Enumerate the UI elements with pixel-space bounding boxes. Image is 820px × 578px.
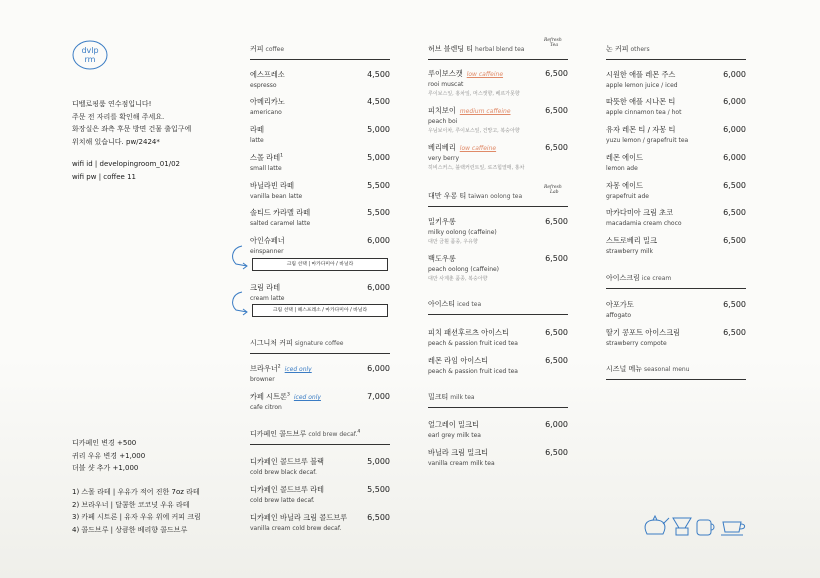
item-price: 6,500 xyxy=(545,217,568,226)
menu-item: 아포가토 affogato 6,500 xyxy=(606,300,746,319)
menu-item: 디카페인 바닐라 크림 콜드브루 vanilla cream cold brew decaf. 6,500 xyxy=(250,513,390,532)
extra-option: 디카페인 변경 +500 xyxy=(72,439,137,447)
item-price: 6,000 xyxy=(723,153,746,162)
wifi-pw: wifi pw | coffee 11 xyxy=(72,172,136,181)
note-ref: 2 xyxy=(277,364,281,370)
menu-item: 루이보스캣 low caffeine rooi muscat 루이보스잎, 홍차잎, 머스캣향, 베르가못향 6,500 xyxy=(428,69,568,97)
section-signature-title: 시그니처 커피 signature coffee xyxy=(250,338,390,354)
menu-item: 솔티드 카라멜 라떼 salted caramel latte 5,500 xyxy=(250,208,390,227)
item-price: 6,500 xyxy=(545,143,568,152)
item-price: 6,500 xyxy=(723,208,746,217)
menu-item: 디카페인 콜드브루 블랙 cold brew black decaf. 5,000 xyxy=(250,457,390,476)
wifi-info xyxy=(72,158,180,183)
item-price: 6,500 xyxy=(545,69,568,78)
menu-item: 라떼 latte 5,000 xyxy=(250,125,390,144)
menu-item: 마카다미아 크림 초코 macadamia cream choco 6,500 xyxy=(606,208,746,227)
menu-item: 밀키우롱 milky oolong (caffeine) 대만 금훤 품종, 우유향 6,500 xyxy=(428,217,568,245)
menu-item: 시원한 애플 레몬 주스 apple lemon juice / iced 6,000 xyxy=(606,70,746,89)
extra-option: 더블 샷 추가 +1,000 xyxy=(72,464,139,472)
section-icedtea-title: 아이스티 iced tea xyxy=(428,299,568,315)
item-price: 6,000 xyxy=(367,236,390,245)
section-decaf-title: 디카페인 콜드브루 cold brew decaf.$^4$ xyxy=(250,429,390,445)
menu-item: 자몽 에이드 grapefruit ade 6,500 xyxy=(606,181,746,200)
menu-item: 피치보이 medium caffeine peach boi 우님보이차, 루이보스잎, 건망고, 복숭아향 6,500 xyxy=(428,106,568,134)
menu-item: 스트로베리 밀크 strawberry milk 6,500 xyxy=(606,236,746,255)
item-price: 5,500 xyxy=(367,485,390,494)
menu-item: 바닐라빈 라떼 vanilla bean latte 5,500 xyxy=(250,181,390,200)
cream-option-box: 크림 선택 | 헤스프레소 / 마카다미아 / 바닐라 xyxy=(252,304,388,317)
section-icecream-title: 아이스크림 ice cream xyxy=(606,273,746,289)
curved-arrow-icon xyxy=(228,290,250,318)
french-press-icon xyxy=(697,520,714,535)
menu-item: 딸기 콩포트 아이스크림 strawberry compote 6,500 xyxy=(606,328,746,347)
item-price: 6,500 xyxy=(723,181,746,190)
menu-item: 유자 레몬 티 / 자몽 티 yuzu lemon / grapefruit tea 6,000 xyxy=(606,125,746,144)
extra-option: 귀리 우유 변경 +1,000 xyxy=(72,451,146,460)
item-price: 6,000 xyxy=(723,97,746,106)
notice-line: 디벨로핑룸 연수점입니다! xyxy=(72,100,152,108)
menu-item: 아인슈페너 einspanner 6,000 xyxy=(250,236,390,255)
item-price: 5,500 xyxy=(367,208,390,217)
menu-item: 아메리카노 americano 4,500 xyxy=(250,97,390,116)
item-price: 7,000 xyxy=(367,392,390,401)
wifi-id: wifi id | developingroom_01/02 xyxy=(72,160,180,168)
item-price: 6,000 xyxy=(367,364,390,373)
menu-item: 따뜻한 애플 시나몬 티 apple cinnamon tea / hot 6,000 xyxy=(606,97,746,116)
notice-line: 위치해 있습니다. pw/2424* xyxy=(72,137,160,146)
item-price: 6,500 xyxy=(723,328,746,337)
script-mark: Refresh Lab xyxy=(544,185,562,195)
section-seasonal-title: 시즈널 메뉴 seasonal menu xyxy=(606,364,746,380)
caffeine-tag: medium caffeine xyxy=(459,108,511,115)
menu-note: 3) 카페 시트론 | 유자 우유 위에 커피 크림 xyxy=(72,513,201,521)
note-ref: 1 xyxy=(280,153,283,159)
cream-option-box: 크림 선택 | 마카다미아 / 바닐라 xyxy=(252,258,388,271)
section-oolong-title: 대만 우롱 티 taiwan oolong tea xyxy=(428,191,568,207)
item-price: 6,500 xyxy=(545,254,568,263)
iced-only-tag: iced only xyxy=(293,394,321,401)
dripper-icon xyxy=(673,518,691,535)
item-price: 6,500 xyxy=(723,236,746,245)
menu-item: 바닐라 크림 밀크티 vanilla cream milk tea 6,500 xyxy=(428,448,568,467)
menu-item: 크림 라테 cream latte 6,000 xyxy=(250,283,390,302)
logo-text-bottom: rm xyxy=(84,55,96,64)
menu-item: 백도우롱 peach oolong (caffeine) 대만 사계춘 품종, 복숭아향 6,500 xyxy=(428,254,568,282)
store-notice xyxy=(72,98,191,148)
item-price: 6,500 xyxy=(545,106,568,115)
notice-line: 화장실은 좌측 후문 방면 건물 출입구에 xyxy=(72,125,192,133)
item-price: 6,000 xyxy=(723,125,746,134)
item-price: 6,500 xyxy=(367,513,390,522)
menu-note: 1) 스몰 라테 | 우유가 적어 진한 7oz 라테 xyxy=(72,488,200,496)
menu-item: 얼그레이 밀크티 earl grey milk tea 6,000 xyxy=(428,420,568,439)
iced-only-tag: iced only xyxy=(284,366,312,373)
item-price: 6,000 xyxy=(367,283,390,292)
section-herbal-title: 허브 블렌딩 티 herbal blend tea xyxy=(428,44,568,60)
script-mark: Refresh Tea xyxy=(544,38,562,48)
section-coffee-title: 커피 coffee xyxy=(250,44,390,60)
item-price: 6,500 xyxy=(545,448,568,457)
item-price: 6,500 xyxy=(545,328,568,337)
item-price: 5,000 xyxy=(367,457,390,466)
menu-item: 레몬 라임 아이스티 peach & passion fruit iced tea 6,500 xyxy=(428,356,568,375)
item-price: 5,500 xyxy=(367,181,390,190)
item-price: 6,500 xyxy=(723,300,746,309)
section-others-title: 논 커피 others xyxy=(606,44,746,60)
logo-text-top: dvlp xyxy=(81,46,99,55)
menu-item: 레몬 에이드 lemon ade 6,000 xyxy=(606,153,746,172)
item-price: 6,000 xyxy=(723,70,746,79)
item-price: 4,500 xyxy=(367,70,390,79)
item-price: 5,000 xyxy=(367,153,390,162)
caffeine-tag: low caffeine xyxy=(466,71,504,78)
menu-note: 4) 콜드브루 | 상큼한 베리향 콜드브루 xyxy=(72,525,188,534)
coffee-tools-illustration xyxy=(643,508,753,538)
section-milktea-title: 밀크티 milk tea xyxy=(428,392,568,408)
item-price: 5,000 xyxy=(367,125,390,134)
menu-item: 디카페인 콜드브루 라테 cold brew latte decaf. 5,500 xyxy=(250,485,390,504)
item-price: 6,000 xyxy=(545,420,568,429)
notice-line: 주문 전 자리를 확인해 주세요. xyxy=(72,112,165,121)
menu-item: 에스프레소 espresso 4,500 xyxy=(250,70,390,89)
menu-item: 스몰 라테$^1$ small latte 5,000 xyxy=(250,153,390,172)
extra-options xyxy=(72,437,145,475)
menu-item: 브라우너$^2$ iced only browner 6,000 xyxy=(250,364,390,383)
menu-notes xyxy=(72,486,201,536)
caffeine-tag: low caffeine xyxy=(459,145,497,152)
note-ref: 3 xyxy=(287,392,290,398)
menu-note: 2) 브라우너 | 달콤한 코코넛 우유 라테 xyxy=(72,500,190,509)
curved-arrow-icon xyxy=(228,244,250,272)
item-price: 4,500 xyxy=(367,97,390,106)
menu-item: 베리베리 low caffeine very berry 히비스커스, 블랙커런트잎, 로즈힙열매, 홍차 6,500 xyxy=(428,143,568,171)
cup-icon xyxy=(721,522,745,535)
item-price: 6,500 xyxy=(545,356,568,365)
menu-item: 카페 시트론$^3$ iced only cafe citron 7,000 xyxy=(250,392,390,411)
menu-item: 피치 패션후르츠 아이스티 peach & passion fruit iced tea 6,500 xyxy=(428,328,568,347)
teapot-icon xyxy=(645,516,669,534)
brand-logo xyxy=(72,40,108,70)
